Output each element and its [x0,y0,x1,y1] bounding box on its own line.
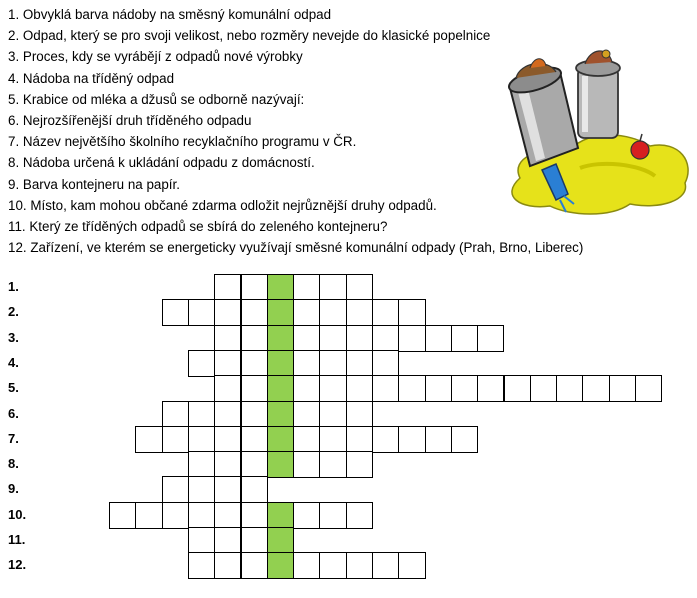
letter-cell[interactable] [214,401,241,428]
letter-cell[interactable] [293,274,320,301]
key-cell[interactable] [267,274,294,301]
letter-cell[interactable] [425,325,452,352]
letter-cell[interactable] [319,401,346,428]
letter-cell[interactable] [214,299,241,326]
letter-cell[interactable] [162,299,189,326]
key-cell[interactable] [267,527,294,554]
letter-cell[interactable] [346,552,373,579]
letter-cell[interactable] [319,350,346,377]
letter-cell[interactable] [319,375,346,402]
row-number: 10. [8,506,27,522]
letter-cell[interactable] [319,451,346,478]
letter-cell[interactable] [293,325,320,352]
letter-cell[interactable] [293,426,320,453]
letter-cell[interactable] [293,401,320,428]
letter-cell[interactable] [135,426,162,453]
letter-cell[interactable] [346,426,373,453]
letter-cell[interactable] [188,299,215,326]
letter-cell[interactable] [214,552,241,579]
clue-7: 7. Název největšího školního recyklačního programu v ČR. [8,134,357,150]
row-number: 12. [8,557,27,573]
letter-cell[interactable] [188,350,215,377]
clue-4: 4. Nádoba na tříděný odpad [8,70,175,86]
letter-cell[interactable] [398,426,425,453]
row-number: 5. [8,380,19,396]
clue-10: 10. Místo, kam mohou občané zdarma odložit nejrůznější druhy odpadů. [8,197,437,213]
letter-cell[interactable] [319,552,346,579]
letter-cell[interactable] [372,325,399,352]
clue-9: 9. Barva kontejneru na papír. [8,176,180,192]
letter-cell[interactable] [241,375,268,402]
letter-cell[interactable] [398,325,425,352]
letter-cell[interactable] [451,375,478,402]
key-cell[interactable] [267,375,294,402]
letter-cell[interactable] [451,325,478,352]
letter-cell[interactable] [398,299,425,326]
letter-cell[interactable] [214,527,241,554]
letter-cell[interactable] [109,502,136,529]
letter-cell[interactable] [214,274,241,301]
row-number: 6. [8,405,19,421]
letter-cell[interactable] [346,401,373,428]
letter-cell[interactable] [293,350,320,377]
key-cell[interactable] [267,552,294,579]
key-cell[interactable] [267,401,294,428]
letter-cell[interactable] [162,502,189,529]
letter-cell[interactable] [188,426,215,453]
letter-cell[interactable] [214,502,241,529]
letter-cell[interactable] [214,426,241,453]
letter-cell[interactable] [214,350,241,377]
row-number: 9. [8,481,19,497]
letter-cell[interactable] [346,274,373,301]
letter-cell[interactable] [556,375,583,402]
row-number: 3. [8,329,19,345]
letter-cell[interactable] [504,375,531,402]
row-number: 4. [8,354,19,370]
letter-cell[interactable] [609,375,636,402]
letter-cell[interactable] [319,274,346,301]
letter-cell[interactable] [319,502,346,529]
key-cell[interactable] [267,502,294,529]
letter-cell[interactable] [241,451,268,478]
letter-cell[interactable] [319,299,346,326]
letter-cell[interactable] [372,375,399,402]
letter-cell[interactable] [346,350,373,377]
letter-cell[interactable] [214,375,241,402]
letter-cell[interactable] [346,299,373,326]
letter-cell[interactable] [241,502,268,529]
letter-cell[interactable] [241,299,268,326]
letter-cell[interactable] [241,325,268,352]
key-cell[interactable] [267,451,294,478]
letter-cell[interactable] [293,375,320,402]
letter-cell[interactable] [635,375,662,402]
letter-cell[interactable] [530,375,557,402]
letter-cell[interactable] [188,527,215,554]
letter-cell[interactable] [241,401,268,428]
letter-cell[interactable] [293,299,320,326]
key-cell[interactable] [267,299,294,326]
row-number: 11. [8,532,26,547]
letter-cell[interactable] [293,502,320,529]
letter-cell[interactable] [241,274,268,301]
clue-6: 6. Nejrozšířenější druh tříděného odpadu [8,113,252,129]
clue-11: 11. Který ze tříděných odpadů se sbírá do zeleného kontejneru? [8,219,388,235]
letter-cell[interactable] [293,552,320,579]
letter-cell[interactable] [372,552,399,579]
clue-2: 2. Odpad, který se pro svoji velikost, nebo rozměry nevejde do klasické popelnice [8,28,491,44]
letter-cell[interactable] [188,451,215,478]
letter-cell[interactable] [319,325,346,352]
letter-cell[interactable] [241,426,268,453]
letter-cell[interactable] [582,375,609,402]
letter-cell[interactable] [188,476,215,503]
letter-cell[interactable] [372,426,399,453]
key-cell[interactable] [267,325,294,352]
letter-cell[interactable] [346,502,373,529]
row-number: 2. [8,304,19,320]
clue-1: 1. Obvyklá barva nádoby na směsný komunální odpad [8,7,332,22]
letter-cell[interactable] [398,552,425,579]
letter-cell[interactable] [372,299,399,326]
letter-cell[interactable] [162,401,189,428]
letter-cell[interactable] [188,401,215,428]
letter-cell[interactable] [162,476,189,503]
letter-cell[interactable] [425,426,452,453]
trash-cans-spill-icon [490,28,696,228]
letter-cell[interactable] [241,350,268,377]
letter-cell[interactable] [214,476,241,503]
letter-cell[interactable] [214,325,241,352]
letter-cell[interactable] [346,375,373,402]
letter-cell[interactable] [477,375,504,402]
letter-cell[interactable] [188,552,215,579]
clue-12: 12. Zařízení, ve kterém se energeticky využívají směsné komunální odpady (Prah, Brno, Liberec) [8,240,584,256]
letter-cell[interactable] [241,527,268,554]
key-cell[interactable] [267,426,294,453]
letter-cell[interactable] [346,325,373,352]
letter-cell[interactable] [214,451,241,478]
letter-cell[interactable] [241,476,268,503]
letter-cell[interactable] [346,451,373,478]
letter-cell[interactable] [398,375,425,402]
row-number: 8. [8,456,19,472]
letter-cell[interactable] [162,426,189,453]
letter-cell[interactable] [135,502,162,529]
row-number: 1. [8,279,19,294]
letter-cell[interactable] [241,552,268,579]
letter-cell[interactable] [372,350,399,377]
letter-cell[interactable] [425,375,452,402]
clue-3: 3. Proces, kdy se vyrábějí z odpadů nové výrobky [8,49,303,65]
letter-cell[interactable] [188,502,215,529]
row-number: 7. [8,430,19,446]
letter-cell[interactable] [477,325,504,352]
clue-8: 8. Nádoba určená k ukládání odpadu z domácností. [8,155,315,171]
letter-cell[interactable] [319,426,346,453]
clue-5: 5. Krabice od mléka a džusů se odborně nazývají: [8,91,305,107]
letter-cell[interactable] [293,451,320,478]
letter-cell[interactable] [451,426,478,453]
key-cell[interactable] [267,350,294,377]
